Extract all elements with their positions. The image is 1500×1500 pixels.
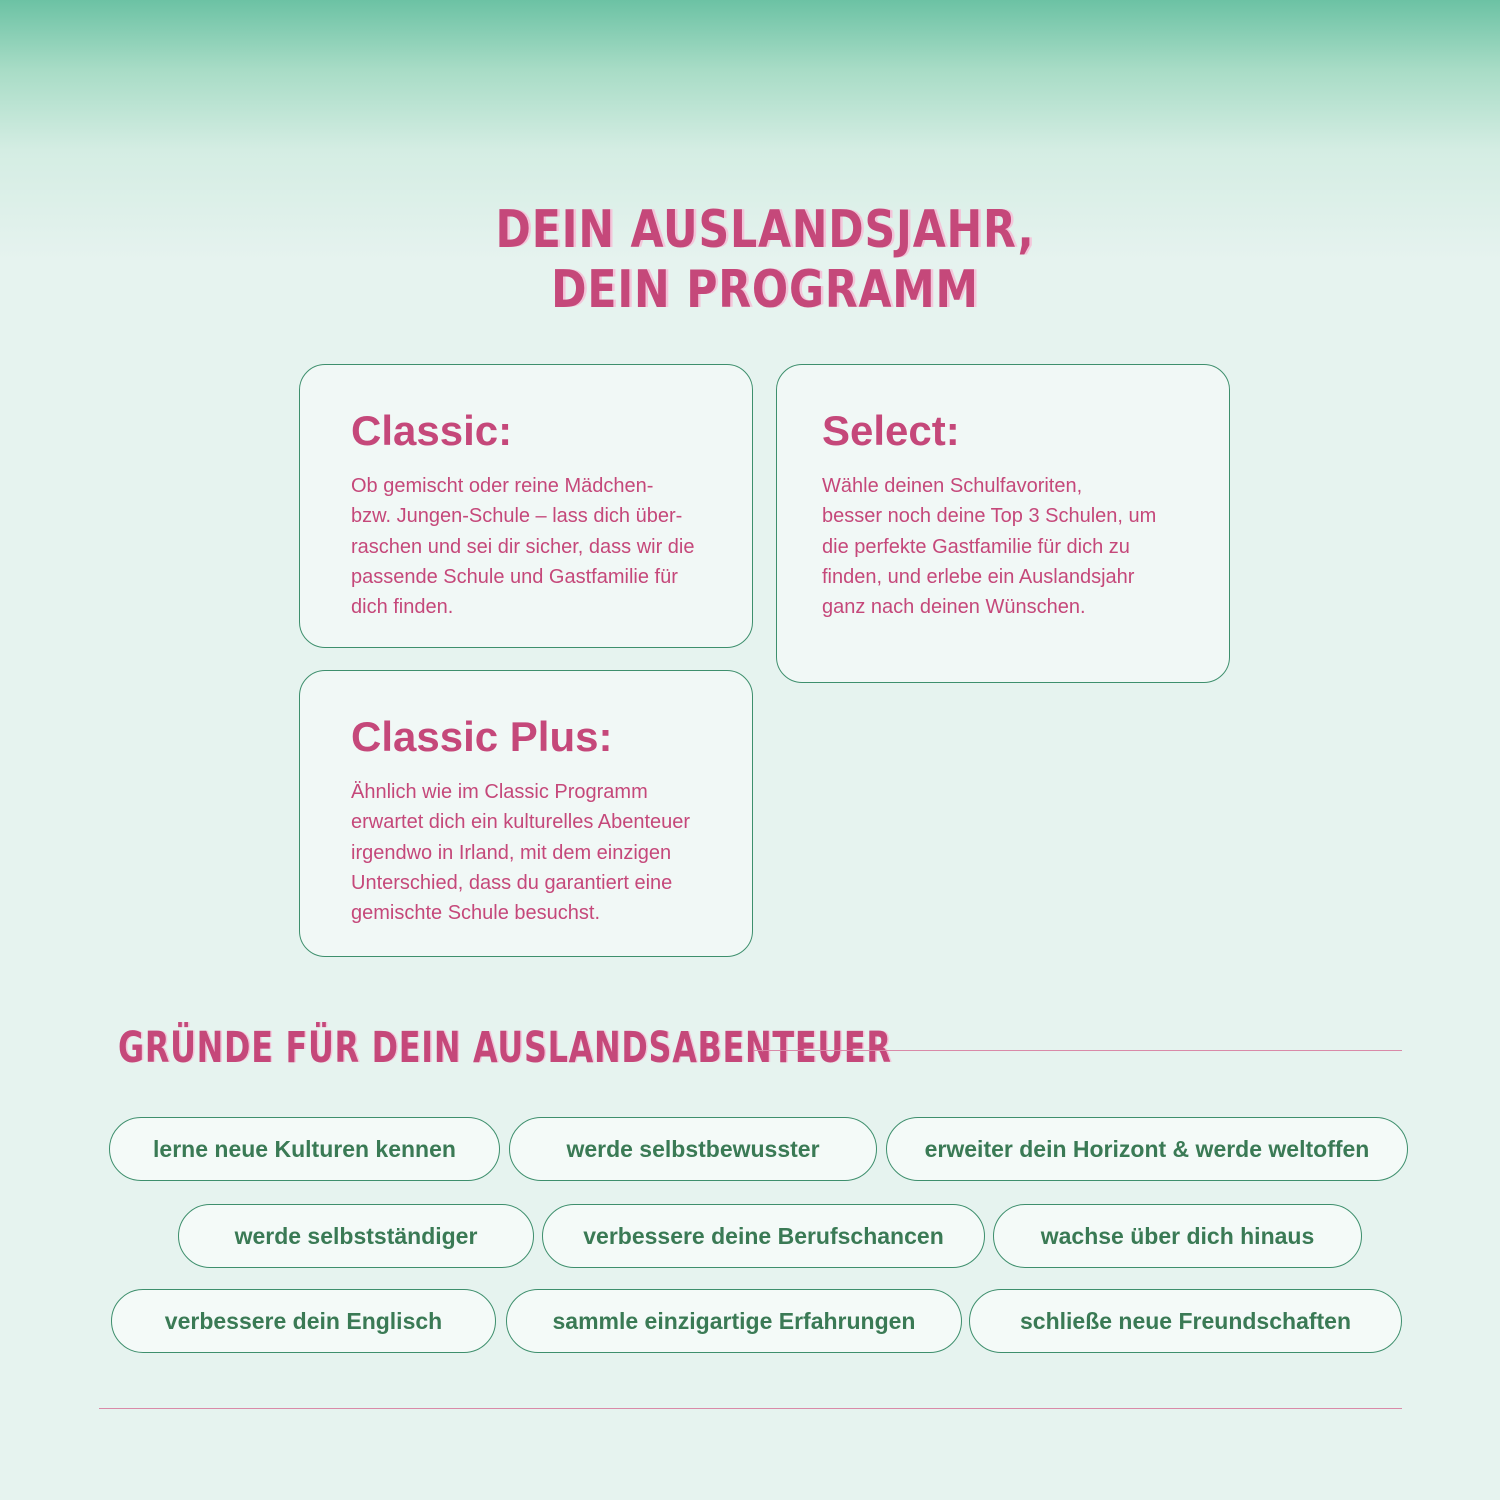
program-card-classic-plus bbox=[299, 670, 753, 957]
program-title: Select: bbox=[822, 407, 960, 454]
reason-label: lerne neue Kulturen kennen bbox=[153, 1135, 456, 1162]
reason-pill bbox=[178, 1204, 534, 1268]
reason-label: verbessere deine Berufschancen bbox=[583, 1222, 944, 1249]
reason-pill bbox=[111, 1289, 496, 1353]
reason-label: wachse über dich hinaus bbox=[1040, 1222, 1315, 1249]
program-description: Ähnlich wie im Classic Programm erwartet dich ein kulturelles Abenteuer irgendwo in Irland, mit dem einzigen Unterschied, dass du garantiert eine gemischte Schule besuchst. bbox=[351, 781, 691, 925]
program-description: Ob gemischt oder reine Mädchen- bzw. Jungen-Schule – lass dich über- raschen und sei dir sicher, dass wir die passende Schule und Gastfamilie für dich finden. bbox=[351, 475, 695, 619]
reason-label: erweiter dein Horizont & werde weltoffen bbox=[924, 1135, 1370, 1162]
reason-pill bbox=[993, 1204, 1362, 1268]
reason-label: werde selbstbewusster bbox=[566, 1135, 820, 1162]
program-title: Classic Plus: bbox=[351, 713, 613, 760]
program-card-select bbox=[776, 364, 1230, 683]
reason-pill bbox=[506, 1289, 962, 1353]
reason-pill bbox=[109, 1117, 500, 1181]
footer-divider bbox=[99, 1408, 1402, 1409]
program-title: Classic: bbox=[351, 407, 513, 454]
reason-pill bbox=[509, 1117, 877, 1181]
program-description: Wähle deinen Schulfavoriten, besser noch deine Top 3 Schulen, um die perfekte Gastfamilie für dich zu finden, und erlebe ein Auslandsjahr ganz nach deinen Wünschen. bbox=[822, 475, 1157, 619]
page-title-line-1: DEIN AUSLANDSJAHR, bbox=[495, 200, 1035, 260]
reason-pill bbox=[969, 1289, 1402, 1353]
reason-label: verbessere dein Englisch bbox=[164, 1307, 443, 1334]
reasons-heading: GRÜNDE FÜR DEIN AUSLANDSABENTEUER bbox=[118, 1023, 892, 1073]
page-title-line-2: DEIN PROGRAMM bbox=[551, 260, 979, 320]
reason-label: sammle einzigartige Erfahrungen bbox=[552, 1307, 916, 1334]
reason-label: schließe neue Freundschaften bbox=[1019, 1307, 1352, 1334]
heading-divider bbox=[754, 1050, 1402, 1051]
reason-pill bbox=[542, 1204, 985, 1268]
page-title bbox=[138, 200, 1393, 320]
reason-label: werde selbstständiger bbox=[234, 1222, 478, 1249]
reason-pill bbox=[886, 1117, 1408, 1181]
program-card-classic bbox=[299, 364, 753, 648]
